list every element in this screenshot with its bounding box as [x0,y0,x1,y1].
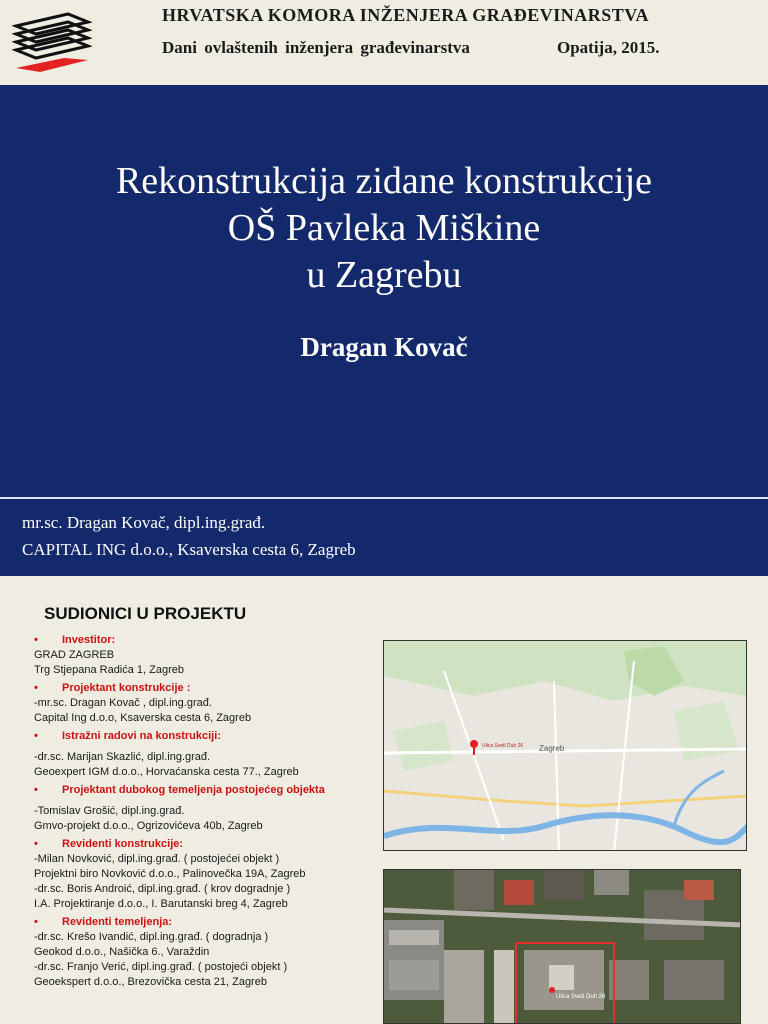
bullet-icon: • [34,838,38,850]
participants-list [34,630,379,990]
bullet-icon: • [34,730,38,742]
aerial-pin-label: Ulica Sveti Duh 26 [556,994,606,1000]
role-label: Projektant dubokog temeljenja postojećeg objekta [62,784,325,796]
hkig-logo [12,10,92,74]
participant-line: Geokod d.o.o., Našička 6., Varaždin [34,946,210,958]
role-duboko-temeljenje [34,783,379,798]
participant-line: Trg Stjepana Radića 1, Zagreb [34,664,185,676]
title-line: OŠ Pavleka Miškine [227,207,541,249]
banner-divider [0,497,768,499]
participant-line: -dr.sc. Boris Androić, dipl.ing.građ. ( krov dogradnje ) [34,883,291,895]
bullet-icon: • [34,634,38,646]
role-istrazni-radovi [34,729,379,744]
participant-line: -dr.sc. Franjo Verić, dipl.ing.građ. ( postojeći objekt ) [34,961,288,973]
bullet-icon: • [34,916,38,928]
role-label: Revidenti temeljenja: [62,916,173,928]
role-label: Projektant konstrukcije : [62,682,191,694]
participant-line: Geoexpert IGM d.o.o., Horvaćanska cesta 77., Zagreb [34,766,299,778]
role-investitor [34,633,379,648]
participant-line: I.A. Projektiranje d.o.o., I. Barutanski breg 4, Zagreb [34,898,288,910]
role-label: Istražni radovi na konstrukciji: [62,730,221,742]
participant-line: -Milan Novković, dipl.ing.građ. ( postojećei objekt ) [34,853,280,865]
map-city-label: Zagreb [539,744,565,753]
participants-heading: SUDIONICI U PROJEKTU [44,604,247,623]
title-line: Rekonstrukcija zidane konstrukcije [115,160,653,202]
participant-line: -dr.sc. Marijan Skazlić, dipl.ing.građ. [34,751,211,763]
role-label: Revidenti konstrukcije: [62,838,184,850]
role-label: Investitor: [62,634,116,646]
presentation-title [0,158,768,299]
event-name: Dani ovlaštenih inženjera građevinarstva [162,38,470,57]
role-revidenti-temeljenja [34,915,379,930]
bullet-icon: • [34,682,38,694]
map-pin-label: Ulica Svetl Duh 26 [482,743,524,749]
author-credentials: mr.sc. Dragan Kovač, dipl.ing.građ. [22,513,266,532]
participant-line: -mr.sc. Dragan Kovač , dipl.ing.građ. [34,697,212,709]
map-graphic [384,641,747,851]
participant-line: Gmvo-projekt d.o.o., Ogrizovićeva 40b, Zagreb [34,820,263,832]
participant-line: Geoekspert d.o.o., Brezovička cesta 21, Zagreb [34,976,267,988]
aerial-map [383,869,741,1024]
event-location-year: Opatija, 2015. [557,38,660,57]
role-projektant-konstrukcije [34,681,379,696]
title-line: u Zagrebu [306,254,462,296]
author-name: Dragan Kovač [300,332,468,362]
participant-line: Capital Ing d.o.o, Ksaverska cesta 6, Zagreb [34,712,252,724]
role-revidenti-konstrukcije [34,837,379,852]
organization-title: HRVATSKA KOMORA INŽENJERA GRAĐEVINARSTVA [162,5,649,25]
participant-line: GRAD ZAGREB [34,649,115,661]
author-company: CAPITAL ING d.o.o., Ksaverska cesta 6, Zagreb [22,540,356,559]
participant-line: -dr.sc. Krešo Ivandić, dipl.ing.građ. ( dogradnja ) [34,931,269,943]
participant-line: -Tomislav Grošić, dipl.ing.građ. [34,805,185,817]
aerial-graphic [384,870,741,1024]
participant-line: Projektni biro Novković d.o.o., Palinovečka 19A, Zagreb [34,868,306,880]
location-map [383,640,747,851]
bullet-icon: • [34,784,38,796]
